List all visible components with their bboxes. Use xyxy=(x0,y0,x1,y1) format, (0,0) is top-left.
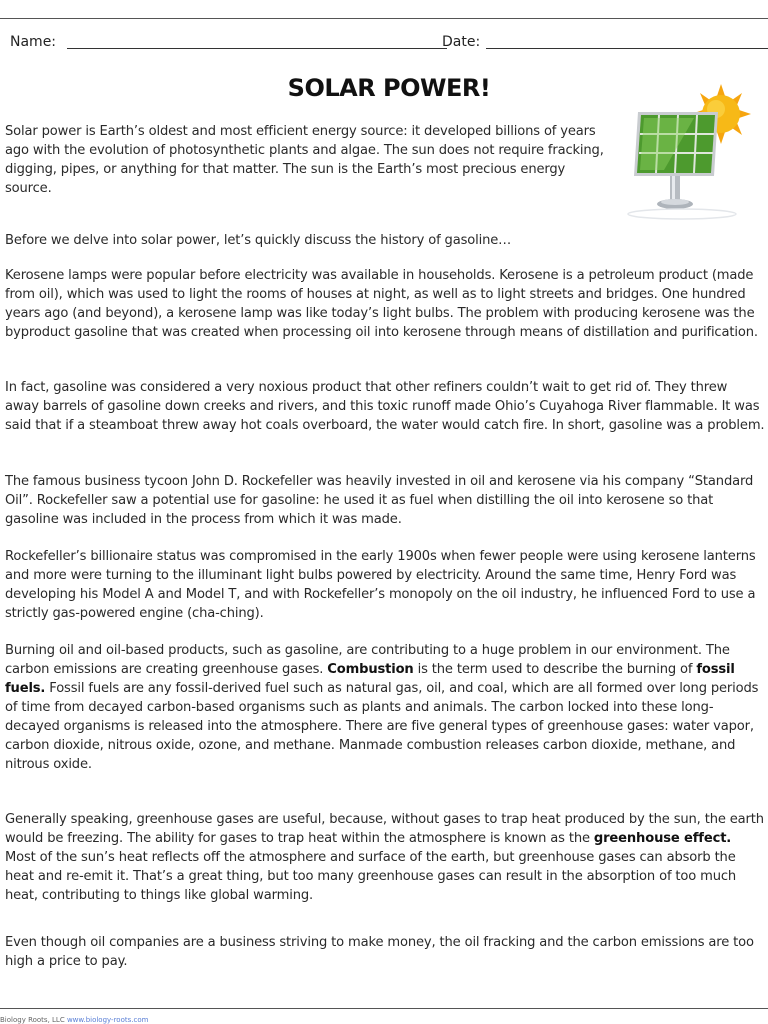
date-label: Date: xyxy=(442,34,481,50)
paragraph-conclusion: Even though oil companies are a business striving to make money, the oil fracking and the carbon emissions are too high a price to pay. xyxy=(5,935,754,969)
paragraph-ford: Rockefeller’s billionaire status was compromised in the early 1900s when fewer people were using kerosene lanterns and more were turning to the illuminant light bulbs powered by electricity. Around the same time, Henry Ford was developing his Model A and Model T, and with Rockefeller’s monopoly on the oil industry, he influenced Ford to use a strictly gas-powered engine (cha-ching). xyxy=(5,549,756,621)
term-greenhouse-effect: greenhouse effect. xyxy=(593,831,732,846)
greenhouse-text-a: Generally speaking, greenhouse gases are useful, because, without gases to trap heat produced by the sun, the earth would be freezing. The ability for gases to trap heat within the atmosphere is known as the xyxy=(5,812,764,846)
top-divider xyxy=(0,18,768,19)
footer xyxy=(0,1016,148,1024)
solar-panel-with-sun-icon xyxy=(624,78,764,226)
footer-copyright: Biology Roots, LLC xyxy=(0,1016,67,1024)
name-field-line[interactable] xyxy=(67,48,447,49)
bottom-divider xyxy=(0,1008,768,1009)
paragraph-combustion xyxy=(5,641,765,774)
combustion-text-a: Burning oil and oil-based products, such as gasoline, are contributing to a huge problem in our environment. The carbon emissions are creating greenhouse gases. xyxy=(5,643,730,677)
combustion-text-b: is the term used to describe the burning of xyxy=(413,662,697,677)
paragraph-intro: Solar power is Earth’s oldest and most efficient energy source: it developed billions of years ago with the evolution of photosynthetic plants and algae. The sun does not require fracking, digging, pipes, or anything for that matter. The sun is the Earth’s most precious energy source. xyxy=(5,124,604,196)
page-title: SOLAR POWER! xyxy=(287,74,491,102)
name-date-row xyxy=(10,33,768,53)
date-field-line[interactable] xyxy=(486,48,768,49)
name-label: Name: xyxy=(10,34,57,50)
paragraph-gasoline-intro: Before we delve into solar power, let’s quickly discuss the history of gasoline… xyxy=(5,233,512,248)
combustion-text-c: Fossil fuels are any fossil-derived fuel such as natural gas, oil, and coal, which are all formed over long periods of time from decayed carbon-based organisms such as plants and animals. The carbon locked into these long-decayed organisms is released into the atmosphere. There are five general types of greenhouse gases: water vapor, carbon dioxide, nitrous oxide, ozone, and methane. Manmade combustion releases carbon dioxide, methane, and nitrous oxide. xyxy=(5,681,759,772)
footer-link[interactable]: www.biology-roots.com xyxy=(66,1016,149,1024)
paragraph-kerosene: Kerosene lamps were popular before electricity was available in households. Kerosene is a petroleum product (made from oil), which was used to light the rooms of houses at night, as well as to light streets and bridges. One hundred years ago (and beyond), a kerosene lamp was like today’s light bulbs. The problem with producing kerosene was the byproduct gasoline that was created when processing oil into kerosene through means of distillation and purification. xyxy=(5,268,758,340)
paragraph-rockefeller: The famous business tycoon John D. Rockefeller was heavily invested in oil and kerosene via his company “Standard Oil”. Rockefeller saw a potential use for gasoline: he used it as fuel when distilling the oil into kerosene so that gasoline was included in the process from which it was made. xyxy=(5,474,754,527)
paragraph-gasoline-problem: In fact, gasoline was considered a very noxious product that other refiners couldn’t wait to get rid of. They threw away barrels of gasoline down creeks and rivers, and this toxic runoff made Ohio’s Cuyahoga River flammable. It was said that if a steamboat threw away hot coals overboard, the water would catch fire. In short, gasoline was a problem. xyxy=(5,380,765,433)
term-combustion: Combustion xyxy=(327,662,414,677)
greenhouse-text-b: Most of the sun’s heat reflects off the atmosphere and surface of the earth, but greenhouse gases can absorb the heat and re-emit it. That’s a great thing, but too many greenhouse gases can result in the absorption of too much heat, contributing to things like global warming. xyxy=(5,850,737,903)
paragraph-greenhouse xyxy=(5,810,765,905)
term-fossil-fuels: fossil fuels. xyxy=(5,662,735,696)
